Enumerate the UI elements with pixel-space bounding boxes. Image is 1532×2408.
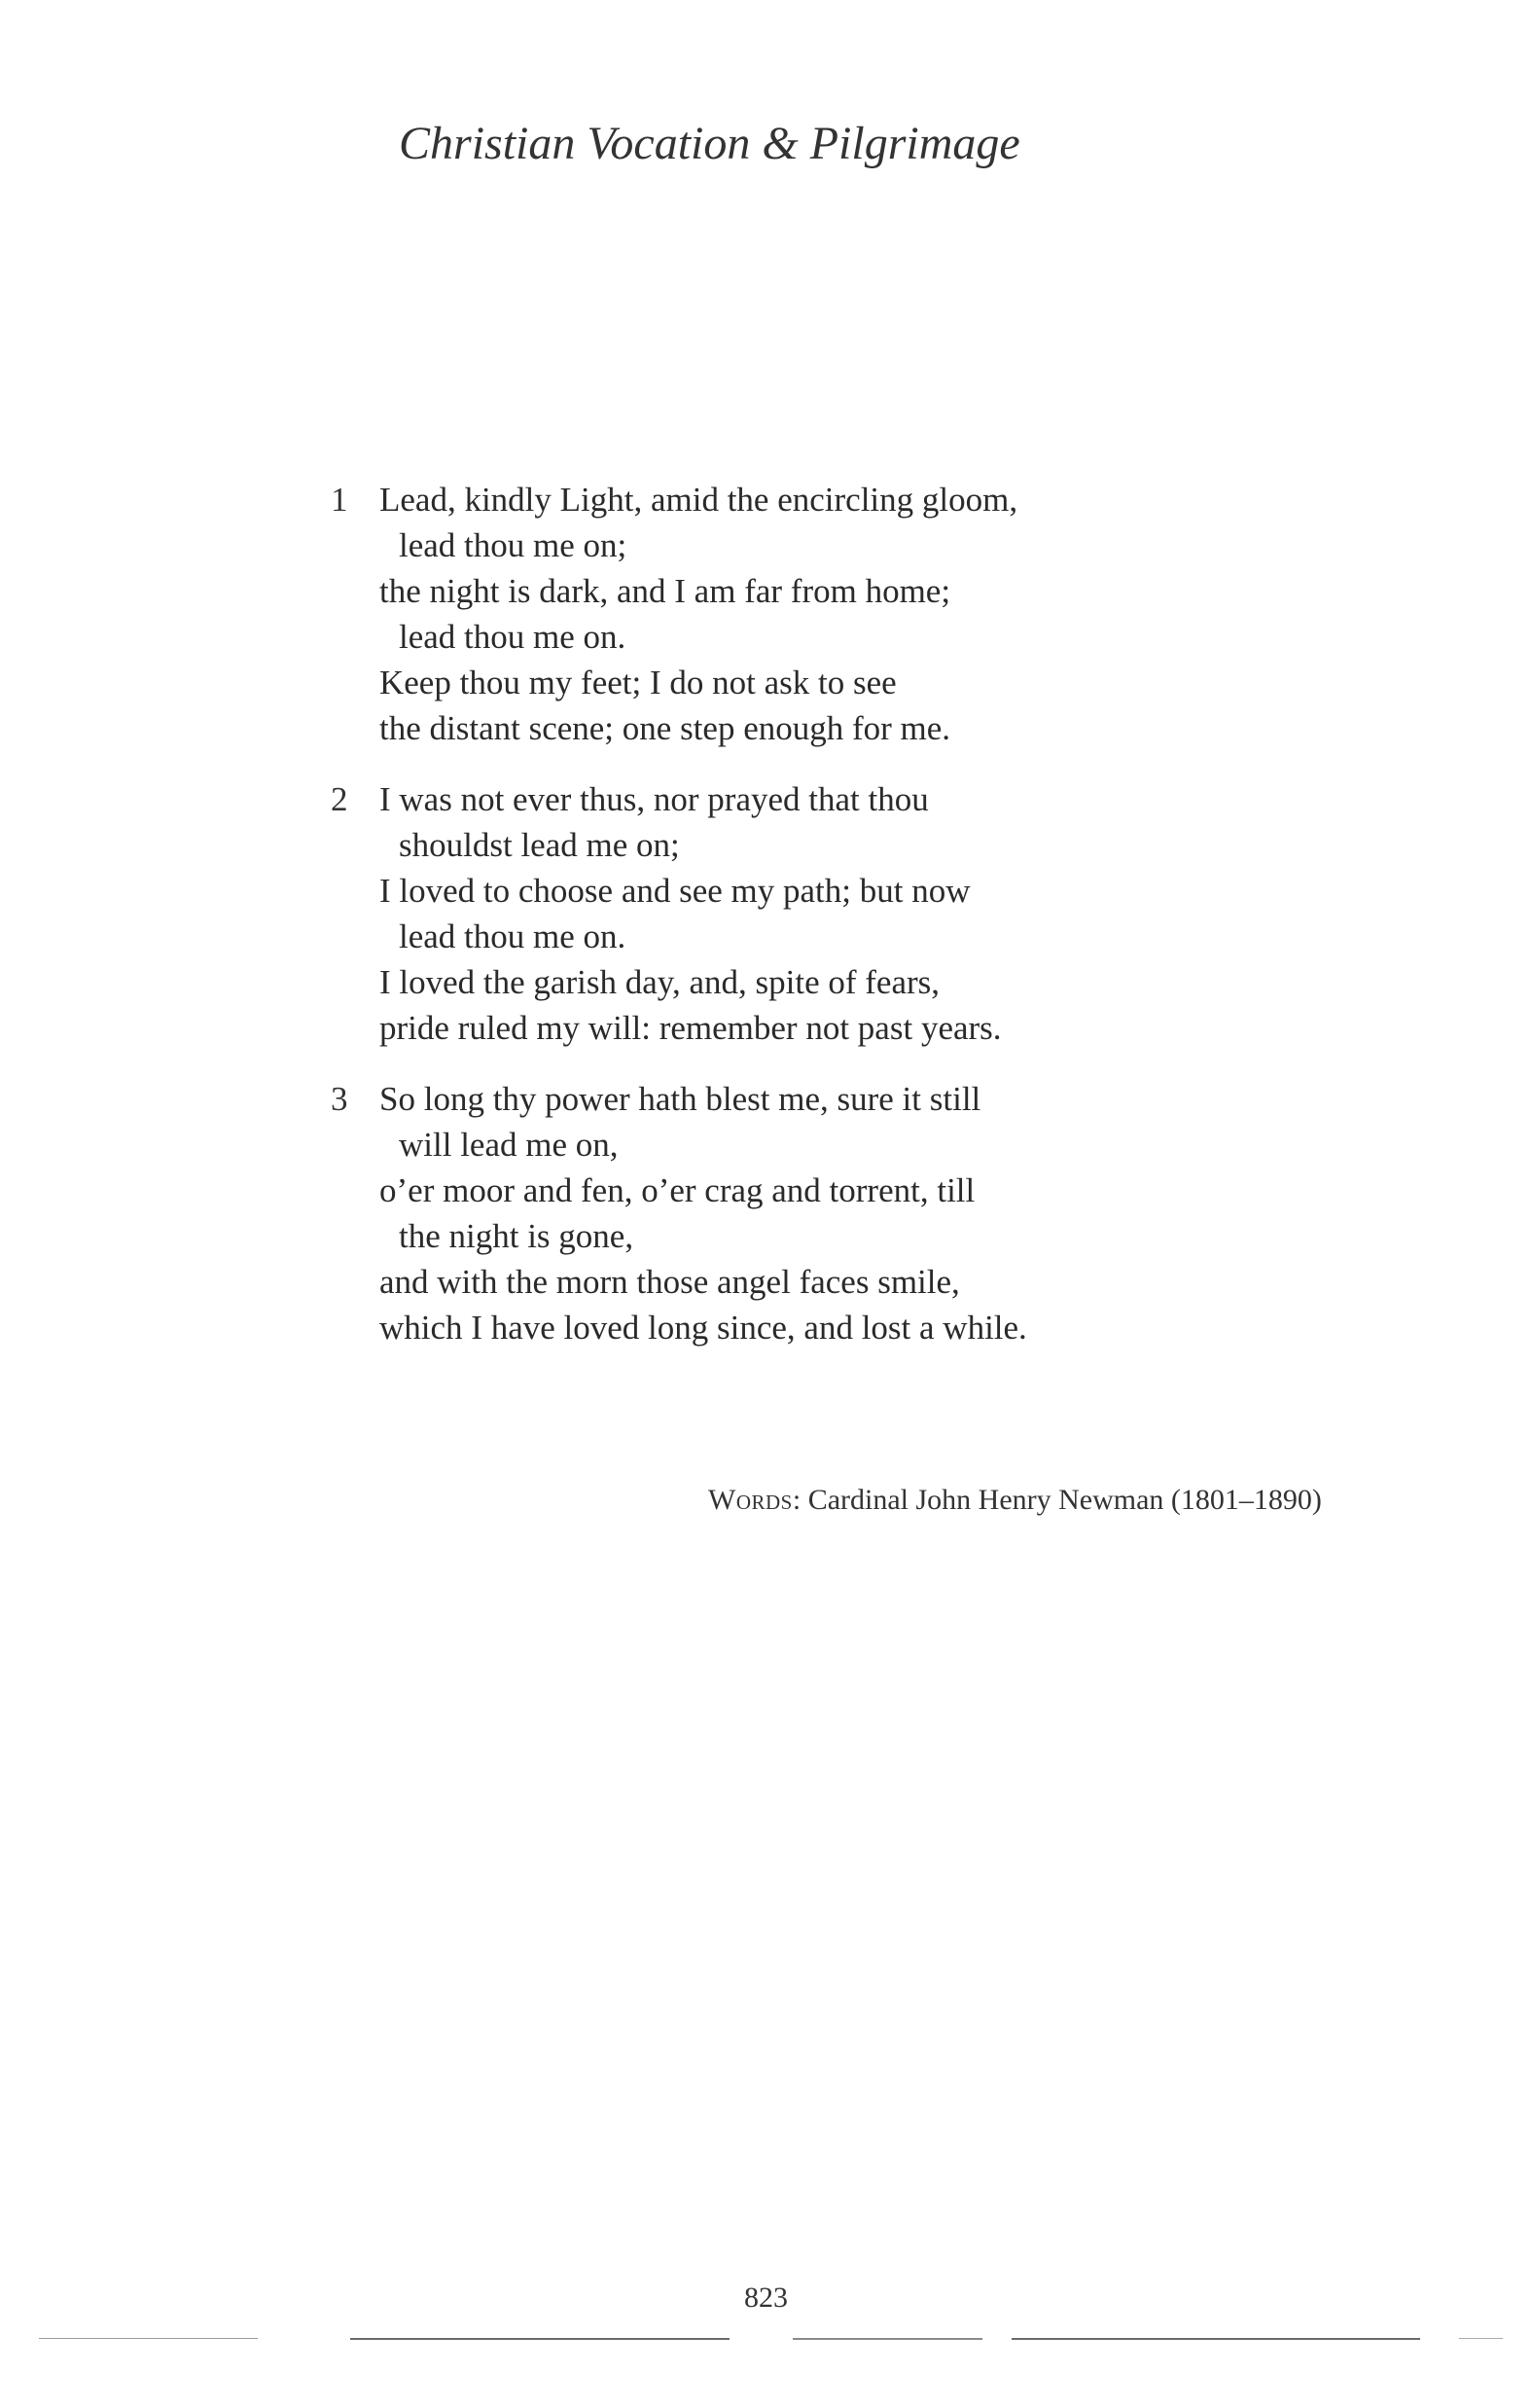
verse-number: 2 — [331, 780, 348, 818]
verse-line: lead thou me on. — [399, 917, 626, 955]
verse-line: which I have loved long since, and lost a while. — [379, 1309, 1027, 1347]
verse-line: and with the morn those angel faces smile, — [379, 1263, 960, 1301]
verse — [321, 776, 1294, 1051]
footer-rule — [350, 2338, 730, 2340]
verse-lines — [379, 1076, 1294, 1350]
verse-line: o’er moor and fen, o’er crag and torrent, till — [379, 1171, 976, 1209]
verse-line: Lead, kindly Light, amid the encircling gloom, — [379, 481, 1018, 519]
footer-rule — [793, 2338, 982, 2340]
verse-line: Keep thou my feet; I do not ask to see — [379, 664, 897, 701]
attribution-separator: : — [792, 1484, 802, 1516]
verse-line: the night is gone, — [399, 1217, 634, 1255]
verse-line: I was not ever thus, nor prayed that thou — [379, 780, 929, 818]
verse-line: I loved to choose and see my path; but now — [379, 872, 971, 910]
section-title: Christian Vocation & Pilgrimage — [399, 118, 1020, 169]
verse-line: I loved the garish day, and, spite of fears, — [379, 963, 941, 1001]
verse-lines — [379, 477, 1294, 751]
page-number: 823 — [744, 2282, 788, 2314]
verse-line: So long thy power hath blest me, sure it still — [379, 1080, 981, 1118]
footer-rule — [1459, 2338, 1503, 2339]
verse-lines — [379, 776, 1294, 1051]
footer-rule — [1012, 2338, 1420, 2340]
verse-line: lead thou me on; — [399, 526, 627, 564]
verse-line: the night is dark, and I am far from home; — [379, 572, 951, 610]
verse-line: shouldst lead me on; — [399, 826, 680, 864]
verse-number: 1 — [331, 481, 348, 519]
words-attribution — [708, 1481, 1322, 1520]
verse — [321, 1076, 1294, 1350]
verse-line: pride ruled my will: remember not past years. — [379, 1009, 1002, 1047]
attribution-text: Cardinal John Henry Newman (1801–1890) — [807, 1484, 1322, 1516]
footer-rule — [39, 2338, 258, 2339]
verse-line: will lead me on, — [399, 1126, 619, 1164]
hymn-verses — [321, 477, 1294, 1376]
verse — [321, 477, 1294, 751]
attribution-label: Words — [708, 1484, 793, 1516]
verse-line: lead thou me on. — [399, 618, 626, 656]
verse-line: the distant scene; one step enough for me. — [379, 709, 951, 747]
verse-number: 3 — [331, 1080, 348, 1118]
